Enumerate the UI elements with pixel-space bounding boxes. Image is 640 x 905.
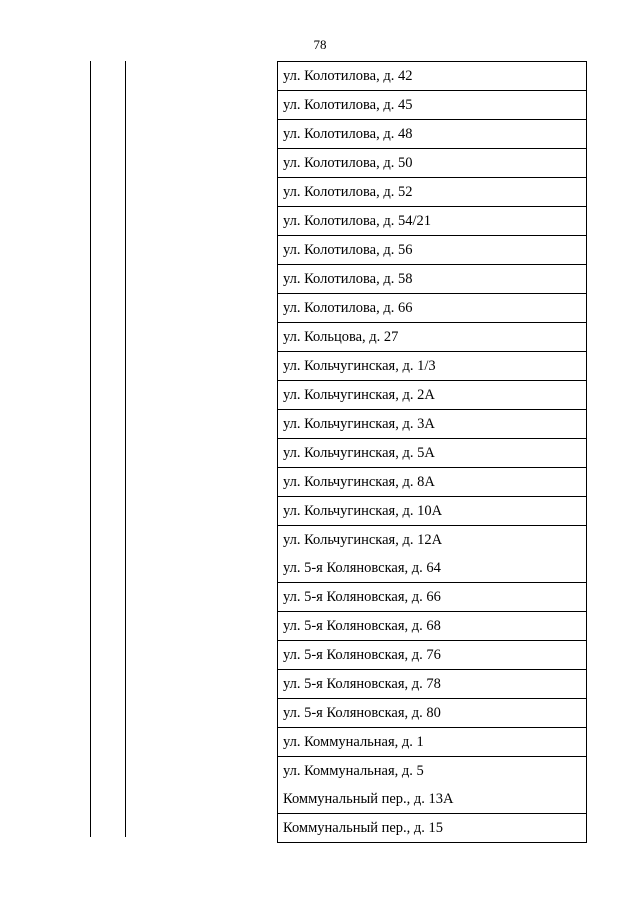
address-cell: ул. Колотилова, д. 52 [278,178,587,207]
address-cell: ул. Кольчугинская, д. 8А [278,468,587,497]
address-cell: ул. Колотилова, д. 45 [278,91,587,120]
table-row [278,814,587,843]
address-table-body [278,62,587,843]
table-row [278,207,587,236]
table-row [278,62,587,91]
address-table [277,61,587,843]
address-cell: ул. Кольчугинская, д. 3А [278,410,587,439]
table-row [278,410,587,439]
address-cell: ул. Кольчугинская, д. 2А [278,381,587,410]
address-cell: ул. 5-я Коляновская, д. 64 [278,554,587,583]
table-row [278,236,587,265]
table-row [278,785,587,814]
page-number: 78 [313,37,327,52]
table-row [278,526,587,555]
address-cell: ул. Кольчугинская, д. 5А [278,439,587,468]
address-cell: ул. Колотилова, д. 66 [278,294,587,323]
table-row [278,554,587,583]
address-cell: ул. 5-я Коляновская, д. 66 [278,583,587,612]
table-column-divider-left [90,61,91,837]
address-cell: ул. Колотилова, д. 48 [278,120,587,149]
table-row [278,497,587,526]
table-row [278,381,587,410]
address-cell: ул. Кольчугинская, д. 10А [278,497,587,526]
address-cell: ул. Коммунальная, д. 5 [278,757,587,786]
table-row [278,757,587,786]
table-row [278,670,587,699]
table-row [278,294,587,323]
address-cell: ул. 5-я Коляновская, д. 80 [278,699,587,728]
address-cell: ул. Колотилова, д. 56 [278,236,587,265]
address-cell: ул. Кольцова, д. 27 [278,323,587,352]
address-cell: ул. 5-я Коляновская, д. 68 [278,612,587,641]
table-row [278,178,587,207]
table-row [278,323,587,352]
table-row [278,91,587,120]
table-row [278,641,587,670]
address-cell: Коммунальный пер., д. 15 [278,814,587,843]
address-cell: ул. Колотилова, д. 42 [278,62,587,91]
address-cell: ул. Колотилова, д. 50 [278,149,587,178]
table-row [278,583,587,612]
address-cell: ул. Колотилова, д. 54/21 [278,207,587,236]
table-row [278,352,587,381]
address-cell: ул. Кольчугинская, д. 1/3 [278,352,587,381]
table-row [278,699,587,728]
address-cell: Коммунальный пер., д. 13А [278,785,587,814]
table-row [278,265,587,294]
table-row [278,728,587,757]
address-cell: ул. 5-я Коляновская, д. 76 [278,641,587,670]
address-cell: ул. Коммунальная, д. 1 [278,728,587,757]
table-row [278,612,587,641]
table-column-divider-middle [125,61,126,837]
table-row [278,439,587,468]
table-row [278,120,587,149]
address-cell: ул. Колотилова, д. 58 [278,265,587,294]
address-cell: ул. Кольчугинская, д. 12А [278,526,587,555]
table-row [278,468,587,497]
table-row [278,149,587,178]
address-cell: ул. 5-я Коляновская, д. 78 [278,670,587,699]
